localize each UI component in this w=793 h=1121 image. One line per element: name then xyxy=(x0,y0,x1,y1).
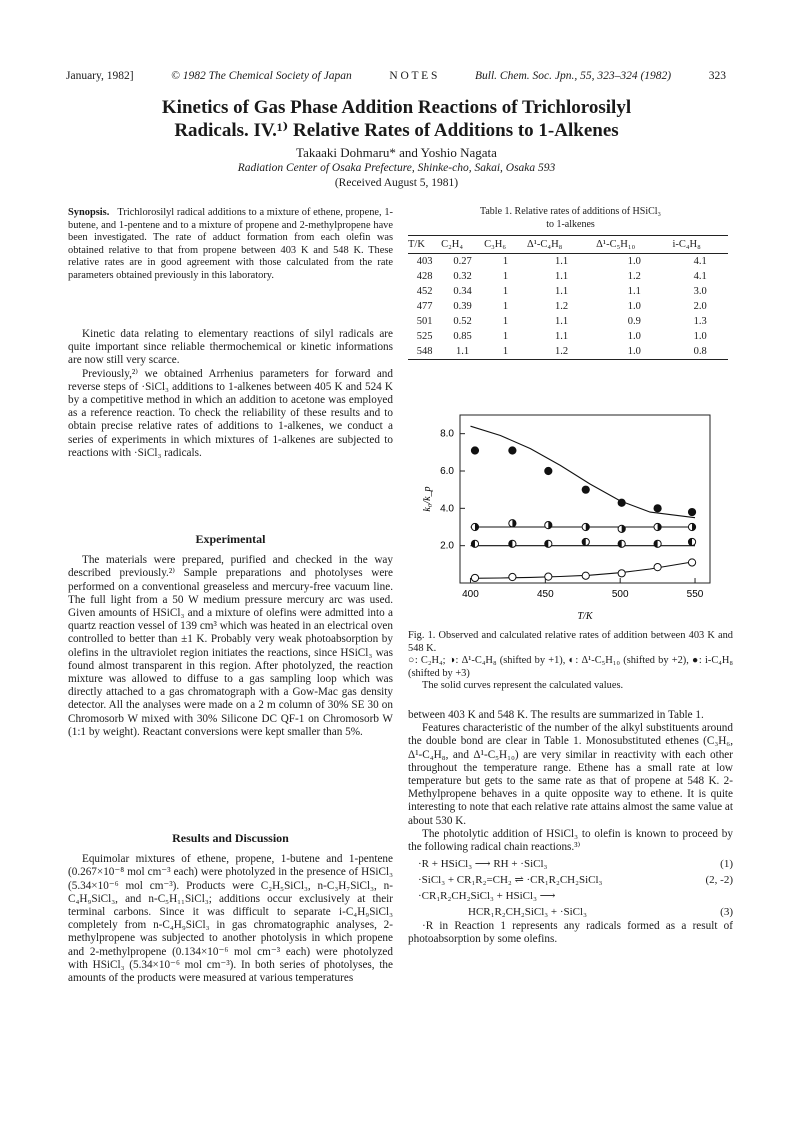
table-cell: 1.0 xyxy=(693,331,707,343)
table-cell: 0.39 xyxy=(453,301,472,313)
data-point xyxy=(471,574,478,581)
data-point xyxy=(471,447,478,454)
x-tick-label: 400 xyxy=(462,589,479,600)
title-line-2: Radicals. IV.¹⁾ Relative Rates of Additions to 1-Alkenes xyxy=(174,120,619,141)
header-section: N O T E S xyxy=(389,70,438,82)
table-cell: 0.32 xyxy=(453,271,472,283)
table-caption-1: Table 1. Relative rates of additions of HSiCl₃ xyxy=(479,206,662,217)
table-cell: 1.1 xyxy=(441,344,484,360)
table-cell: 1.0 xyxy=(627,256,641,268)
data-point xyxy=(618,499,625,506)
equation-1-number: (1) xyxy=(720,858,733,871)
table-cell: 452 xyxy=(416,286,433,298)
table-cell: 2.0 xyxy=(693,301,707,313)
x-axis-label: T/K xyxy=(577,611,593,622)
experimental-heading: Experimental xyxy=(195,532,266,546)
table-header-cell: Δ¹-C₅H₁₀ xyxy=(596,236,672,254)
intro-paragraph-1: Kinetic data relating to elementary reactions of silyl radicals are quite important since reliable thermochemical or kinetic informations are now still very scarce. xyxy=(68,328,393,367)
article-title xyxy=(0,96,793,142)
experimental-text: The materials were prepared, purified and checked in the way described previously.²⁾ Sample preparations and photolyses were performed on a conventional greaseless and mercury-free vacuum line. The full light from a 50 W medium pressure mercury arc was used. Given amounts of HSiCl₃ and a mixture of olefins were admitted into a quartz reaction vessel of 139 cm³ which was heated in an electrical oven controlled to better than ±1 K. Probably very weak photoabsorption by olefins in the ultraviolet region initiates the reactions, since HSiCl₃ was found almost transparent in this region. After photolyzed, the reaction mixture was allowed to diffuse to a gas sampling loop which was directly attached to a gas chromatograph with a Gow-Mac gas density detector. All the analyses were made on a 2 m column of 30% SE 30 on Chromosorb W mixed with 30% Silicone DC QF-1 on Chromosorb W (1:1 by weight). Reactant conversions were kept smaller than 5%. xyxy=(68,554,393,738)
table-cell: 1 xyxy=(502,286,509,298)
y-tick-label: 6.0 xyxy=(440,466,454,477)
synopsis-text: Trichlorosilyl radical additions to a mixture of ethene, propene, 1-butene, and 1-pentene and to a mixture of propene and 2-methylpropene have been investigated. The rate of adduct formation from each olefin was obtained relative to that from propene between 403 K and 548 K. These relative rates are in good agreement with those calculated from the rate parameters obtained previously in this laboratory. xyxy=(68,207,393,281)
table-cell: 428 xyxy=(416,271,433,283)
table-cell: 0.9 xyxy=(627,316,641,328)
table-1 xyxy=(408,205,733,360)
figure-1 xyxy=(410,405,730,630)
table-cell: 1.3 xyxy=(693,316,707,328)
data-point xyxy=(509,573,516,580)
results-section xyxy=(68,832,393,985)
table-cell: 0.85 xyxy=(453,331,472,343)
table-cell: 1.1 xyxy=(555,316,569,328)
intro-paragraph-2: Previously,²⁾ we obtained Arrhenius parameters for forward and reverse steps of ·SiCl₃ additions to 1-alkenes between 405 K and 524 K by a competitive method in which an addition to acetone was employed as a reference reaction. To check the reliability of these results and to obtain precise relative rates of additions to 1-alkenes, we conduct a series of experiments in which mixtures of 1-alkenes are subjected to reactions with ·SiCl₃ radicals. xyxy=(68,367,393,459)
results-heading: Results and Discussion xyxy=(172,831,289,845)
table-cell: 1.0 xyxy=(596,344,672,360)
y-tick-label: 2.0 xyxy=(440,540,454,552)
equation-2-number: (2, -2) xyxy=(705,874,733,887)
table-cell: 1.2 xyxy=(555,301,569,313)
table-row xyxy=(408,284,728,299)
table-cell: 4.1 xyxy=(693,256,707,268)
figure-legend-text: ○: C₂H₄; ◑: Δ¹-C₄H₈ (shifted by +1), ◐: Δ¹-C₅H₁₀ (shifted by +2), ●: i-C₄H₈ (shifted by +3) xyxy=(408,655,733,679)
table-cell: 1 xyxy=(502,316,509,328)
data-point xyxy=(688,559,695,566)
reaction-equations xyxy=(408,856,733,920)
table-cell: 1.2 xyxy=(627,271,641,283)
table-cell: 1.0 xyxy=(627,301,641,313)
data-point xyxy=(545,573,552,580)
data-point xyxy=(545,467,552,474)
table-cell: 1 xyxy=(502,271,509,283)
equation-3-text: HCR₁R₂CH₂SiCl₃ + ·SiCl₃ xyxy=(468,906,587,919)
experimental-section xyxy=(68,533,393,739)
y-tick-label: 8.0 xyxy=(440,428,454,440)
table-cell: 501 xyxy=(416,316,433,328)
table-cell: 1.1 xyxy=(555,286,569,298)
data-point xyxy=(654,505,661,512)
equation-3a: ·CR₁R₂CH₂SiCl₃ + HSiCl₃ ⟶ xyxy=(418,890,556,903)
x-tick-label: 500 xyxy=(611,589,629,600)
synopsis-label: Synopsis. xyxy=(68,207,110,218)
table-cell: 1.2 xyxy=(527,344,596,360)
table-cell: 3.0 xyxy=(693,286,707,298)
figure-caption-text: Fig. 1. Observed and calculated relative rates of addition between 403 K and 548 K. xyxy=(408,630,733,654)
table-cell: 1 xyxy=(502,301,509,313)
figure-caption xyxy=(408,630,733,693)
x-tick-label: 450 xyxy=(536,589,554,600)
table-header-cell: Δ¹-C₄H₈ xyxy=(527,236,596,254)
equation-1-text: ·R + HSiCl₃ ⟶ RH + ·SiCl₃ xyxy=(418,858,548,871)
header-page: 323 xyxy=(708,70,726,82)
data-point xyxy=(582,572,589,579)
authors: Takaaki Dohmaru* and Yoshio Nagata xyxy=(296,145,497,160)
table-row xyxy=(408,269,728,284)
table-row xyxy=(408,254,728,270)
table-row xyxy=(408,344,728,360)
rate-table xyxy=(408,235,728,360)
y-axis-label: k₀/k_p xyxy=(422,486,433,512)
header-copyright: © 1982 The Chemical Society of Japan xyxy=(171,70,352,82)
equation-3 xyxy=(408,904,733,920)
table-caption-2: to 1-alkenes xyxy=(546,219,595,230)
header-date: January, 1982] xyxy=(66,70,134,82)
table-cell: 477 xyxy=(416,301,433,313)
figure-note: The solid curves represent the calculated values. xyxy=(422,680,624,692)
data-point xyxy=(688,508,695,515)
table-cell: 1.1 xyxy=(627,286,641,298)
table-header-cell: C₃H₆ xyxy=(484,236,527,254)
running-header xyxy=(66,70,726,82)
data-point xyxy=(618,570,625,577)
table-cell: 0.52 xyxy=(453,316,472,328)
table-row xyxy=(408,299,728,314)
mechanism-intro: The photolytic addition of HSiCl₃ to olefin is known to proceed by the following radical chain reactions.³⁾ xyxy=(408,827,733,854)
introduction xyxy=(68,328,393,460)
table-cell: 0.34 xyxy=(453,286,472,298)
data-point xyxy=(654,564,661,571)
table-header-cell: C₂H₄ xyxy=(441,236,484,254)
title-line-1: Kinetics of Gas Phase Addition Reactions of Trichlorosilyl xyxy=(161,97,632,118)
table-cell: 525 xyxy=(416,331,433,343)
equation-2 xyxy=(408,872,733,888)
calculated-curve xyxy=(471,426,696,518)
table-cell: 1.0 xyxy=(627,331,641,343)
equation-3-number: (3) xyxy=(720,906,733,919)
equation-1 xyxy=(408,856,733,872)
received-date: (Received August 5, 1981) xyxy=(334,177,459,189)
data-point xyxy=(509,447,516,454)
relative-rate-chart xyxy=(410,405,730,630)
table-cell: 1.1 xyxy=(555,256,569,268)
table-header-cell: T/K xyxy=(408,236,441,254)
table-cell: 1 xyxy=(502,256,509,268)
synopsis xyxy=(68,207,393,283)
table-cell: 1 xyxy=(502,331,509,343)
plot-frame xyxy=(460,415,710,583)
table-cell: 1.1 xyxy=(555,271,569,283)
results-continued: between 403 K and 548 K. The results are summarized in Table 1. xyxy=(408,709,704,721)
x-tick-label: 550 xyxy=(686,589,704,600)
table-header-cell: i-C₄H₈ xyxy=(672,236,728,254)
table-cell: 1 xyxy=(484,344,527,360)
features-paragraph: Features characteristic of the number of the alkyl substituents around the double bond are clear in Table 1. Monosubstituted ethenes (C₃H₆, Δ¹-C₄H₈, and Δ¹-C₅H₁₀) are very similar in reactivity with each other throughout the temperature range. Ethene has a small rate at low temperature but gets to the same rate as that of propene at 548 K. 2-Methylpropene behaves in a quite opposite way to ethene. It is quite interesting to note that each relative rate attains almost the same value at about 530 K. xyxy=(408,722,733,827)
table-cell: 403 xyxy=(416,256,433,268)
right-body xyxy=(408,709,733,947)
table-cell: 4.1 xyxy=(693,271,707,283)
table-cell: 0.27 xyxy=(453,256,472,268)
radical-note: ·R in Reaction 1 represents any radicals formed as a result of photoabsorption by some olefins. xyxy=(408,920,733,946)
y-tick-label: 4.0 xyxy=(440,503,454,515)
table-row xyxy=(408,314,728,329)
header-journal: Bull. Chem. Soc. Jpn., 55, 323–324 (1982) xyxy=(475,70,672,82)
data-point xyxy=(582,486,589,493)
table-row xyxy=(408,329,728,344)
table-cell: 548 xyxy=(408,344,441,360)
affiliation: Radiation Center of Osaka Prefecture, Shinke-cho, Sakai, Osaka 593 xyxy=(237,162,556,174)
table-cell: 1.1 xyxy=(555,331,569,343)
results-text: Equimolar mixtures of ethene, propene, 1-butene and 1-pentene (0.267×10⁻⁸ mol cm⁻³ each) were photolyzed in the presence of HSiCl₃ (5.34×10⁻⁶ mol cm⁻³). Products were C₂H₅SiCl₃, n-C₃H₇SiCl₃, n-C₄H₉SiCl₃, and n-C₅H₁₁SiCl₃; additions occur exclusively at their terminal carbons. Since it was difficult to separate i-C₄H₉SiCl₃ completely from n-C₄H₉SiCl₃ in gas chromatographic analyses, 2-methylpropene was subjected to another photolysis in which propene and 2-methylpropene (0.134×10⁻⁶ mol cm⁻³ each) were photolyzed with HSiCl₃ (5.34×10⁻⁶ mol cm⁻³). In both series of photolyses, the amounts of the products were measured at various temperatures xyxy=(68,853,393,985)
table-cell: 0.8 xyxy=(672,344,728,360)
equation-2-text: ·SiCl₃ + CR₁R₂=CH₂ ⇌ ·CR₁R₂CH₂SiCl₃ xyxy=(418,874,603,887)
